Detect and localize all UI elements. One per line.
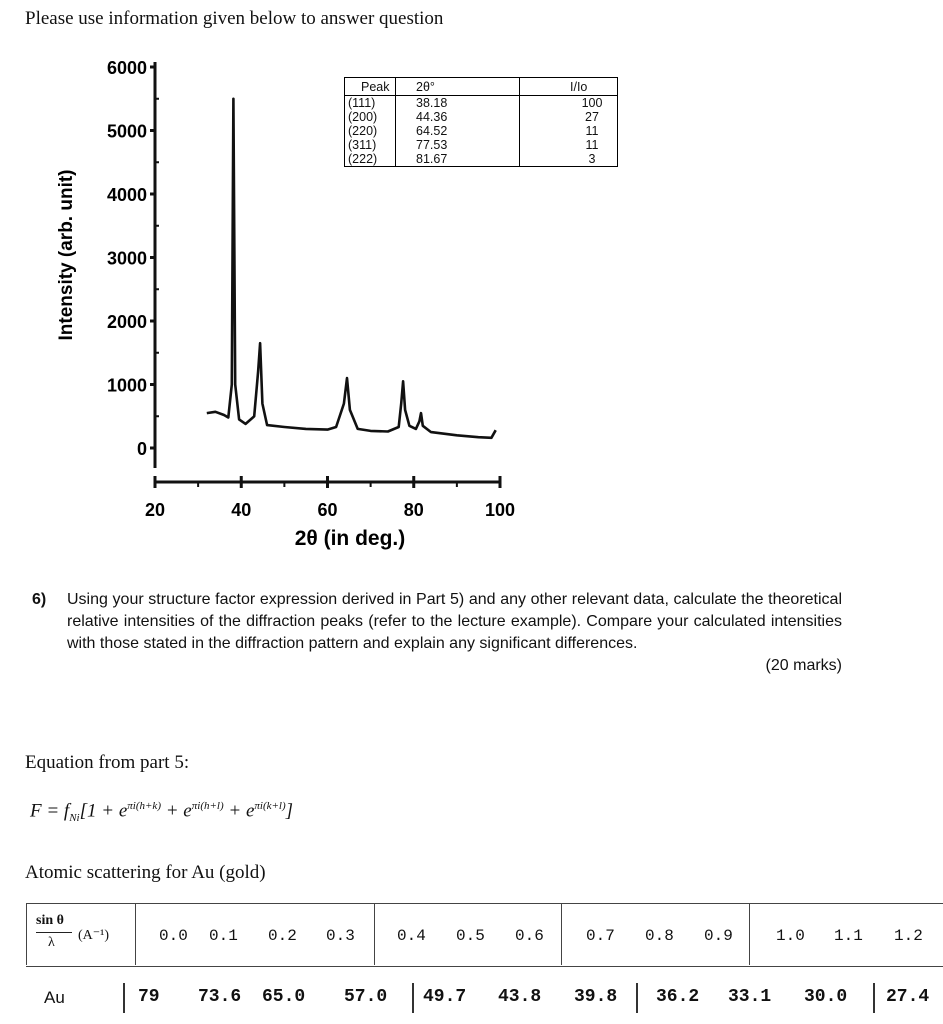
x-value: 0.7 [586,927,615,945]
eq-open: [1 + e [79,800,128,822]
x-value: 0.2 [268,927,297,945]
row-divider [123,983,125,1013]
table-row [345,96,618,111]
intro-text: Please use information given below to answer question [25,8,444,29]
au-label: Au [44,988,65,1007]
question-6 [32,589,842,677]
x-value: 0.4 [397,927,426,945]
angle-cell: 44.36 [396,110,520,124]
f-value: 73.6 [198,987,242,1007]
eq-close: ] [285,800,294,822]
f-value: 36.2 [656,987,700,1007]
x-value: 1.1 [834,927,863,945]
intensity-cell: 27 [520,110,618,124]
x-value: 0.0 [159,927,188,945]
angle-cell: 81.67 [396,152,520,167]
eq-subscript: Ni [69,812,80,825]
f-value: 39.8 [574,987,618,1007]
x-value: 0.8 [645,927,674,945]
f-value: 49.7 [423,987,467,1007]
x-tick-label: 40 [231,500,252,520]
row-divider [412,983,414,1013]
table-row [345,152,618,167]
table-divider [135,903,136,965]
fraction-bar [36,932,72,933]
y-tick-label: 1000 [106,375,147,396]
y-axis-label: Intensity (arb. unit) [56,169,77,341]
x-value: 0.6 [515,927,544,945]
x-value: 1.0 [776,927,805,945]
question-number: 6) [32,591,47,608]
table-divider [749,903,750,965]
x-tick-label: 80 [403,500,424,520]
f-value: 33.1 [728,987,772,1007]
row-divider [873,983,875,1013]
f-value: 57.0 [344,987,388,1007]
question-text: Using your structure factor expression derived in Part 5) and any other relevant data, calculate the theoretical relative intensities of the diffraction peaks (refer to the lecture example). Compare your calculated intensities with those stated in the diffraction pattern and explain any significant differences. [67,591,842,652]
eq-exp1: πi(h+k) [127,800,161,812]
y-tick-label: 0 [136,439,147,459]
x-value: 0.1 [209,927,238,945]
table-row [345,124,618,138]
peak-cell: (200) [345,110,396,124]
structure-factor-equation [30,800,293,824]
f-value: 65.0 [262,987,306,1007]
peak-table [344,77,618,167]
eq-exp2: πi(h+l) [191,800,224,812]
intensity-cell: 100 [520,96,618,111]
f-value: 30.0 [804,987,848,1007]
intensity-cell: 11 [520,138,618,152]
x-tick-label: 20 [144,500,166,520]
eq-exp3: πi(k+l) [254,800,286,812]
f-value: 43.8 [498,987,542,1007]
f-value: 79 [138,987,160,1007]
peak-cell: (311) [345,138,396,152]
x-value: 1.2 [894,927,923,945]
table-row [345,138,618,152]
scattering-heading: Atomic scattering for Au (gold) [25,862,266,883]
peak-cell: (222) [345,152,396,167]
x-value: 0.3 [326,927,355,945]
angle-cell: 77.53 [396,138,520,152]
eq-plus1: + e [160,800,192,822]
table-divider [374,903,375,965]
lambda-label: λ [48,935,55,950]
y-ticks [107,58,159,459]
row-divider [636,983,638,1013]
intensity-cell: 3 [520,152,618,167]
eq-plus2: + e [223,800,255,822]
y-tick-label: 3000 [106,248,147,269]
question-marks: (20 marks) [765,657,842,674]
intensity-cell: 11 [520,124,618,138]
x-axis-label: 2θ (in deg.) [294,527,406,550]
table-row [345,110,618,124]
angle-cell: 38.18 [396,96,520,111]
sin-theta-label: sin θ [36,913,64,928]
peak-cell: (220) [345,124,396,138]
y-tick-label: 2000 [106,312,147,332]
x-tick-label: 60 [317,500,338,520]
peak-cell: (111) [345,96,396,111]
table-divider [26,903,27,965]
y-tick-label: 6000 [106,58,147,78]
intensity-header: I/Io [520,78,618,96]
angle-cell: 64.52 [396,124,520,138]
peak-header: Peak [345,78,396,96]
y-tick-label: 5000 [106,121,147,142]
unit-label: (A⁻¹) [78,928,110,943]
eq-lhs: F = f [30,800,70,822]
two-theta-header: 2θ° [396,78,520,96]
table-divider [561,903,562,965]
scattering-table [26,903,943,1018]
x-value: 0.9 [704,927,733,945]
f-value: 27.4 [886,987,930,1007]
x-value: 0.5 [456,927,485,945]
x-tick-label: 100 [484,500,516,520]
y-tick-label: 4000 [106,185,147,205]
equation-heading: Equation from part 5: [25,752,190,773]
